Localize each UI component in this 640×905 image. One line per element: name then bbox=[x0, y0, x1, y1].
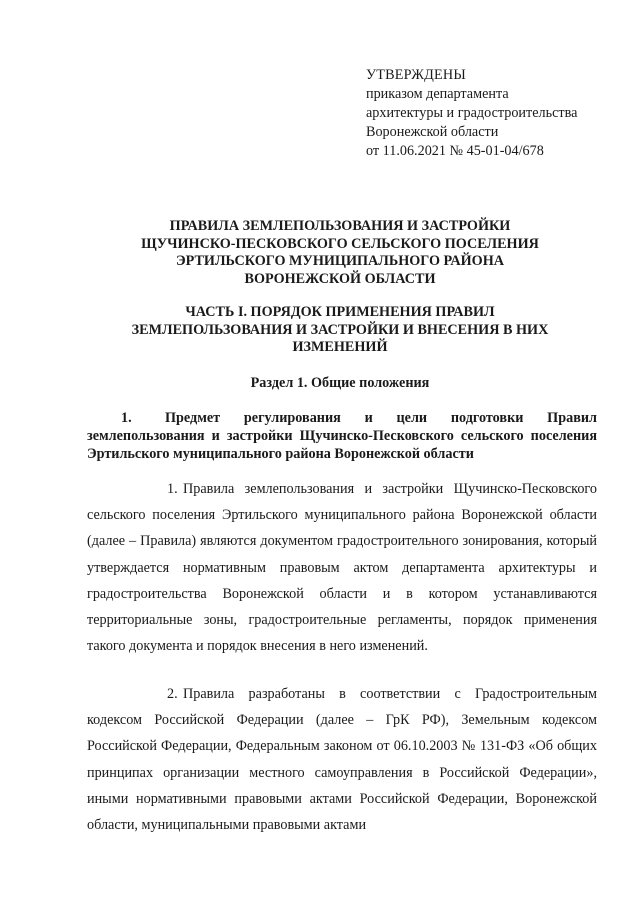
document-title bbox=[70, 218, 610, 288]
article-heading bbox=[87, 409, 597, 463]
title-line: ЭРТИЛЬСКОГО МУНИЦИПАЛЬНОГО РАЙОНА bbox=[176, 253, 504, 269]
paragraph-number: 1. bbox=[167, 481, 178, 497]
part-heading-line: ЧАСТЬ I. ПОРЯДОК ПРИМЕНЕНИЯ ПРАВИЛ bbox=[185, 304, 495, 320]
paragraph-text: Правила землепользования и застройки Щучинско-Песковского сельского поселения Эртильского муниципального района Воронежской области (далее – Правила) являются документом градостроительного зонирования, который утверждается нормативным правовым актом департамента архитектуры и градостроительства Воронежской области и в котором устанавливаются территориальные зоны, градостроительные регламенты, порядок применения такого документа и порядок внесения в него изменений. bbox=[87, 481, 597, 655]
approval-stamp bbox=[366, 66, 577, 161]
title-line: ЩУЧИНСКО-ПЕСКОВСКОГО СЕЛЬСКОГО ПОСЕЛЕНИЯ bbox=[141, 235, 539, 252]
approval-line: приказом департамента bbox=[366, 86, 509, 102]
article-heading-text: Предмет регулирования и цели подготовки Правил землепользования и застройки Щучинско-Песковского сельского поселения Эртильского муниципального района Воронежской области bbox=[87, 410, 597, 462]
paragraph-text: Правила разработаны в соответствии с Градостроительным кодексом Российской Федерации (далее – ГрК РФ), Земельным кодексом Российской Федерации, Федеральным законом от 06.10.2003 № 131-ФЗ «Об общих принципах организации местного самоуправления в Российской Федерации», иными нормативными правовыми актами Российской Федерации, Воронежской области, муниципальными правовыми актами bbox=[87, 686, 597, 834]
approval-order-number: от 11.06.2021 № 45-01-04/678 bbox=[366, 143, 544, 159]
part-heading-line: ИЗМЕНЕНИЙ bbox=[292, 339, 388, 355]
article-number: 1. bbox=[121, 410, 132, 426]
title-line: ВОРОНЕЖСКОЙ ОБЛАСТИ bbox=[244, 270, 436, 287]
paragraph bbox=[87, 681, 597, 838]
part-heading bbox=[70, 304, 610, 357]
paragraph bbox=[87, 476, 597, 659]
approval-line: архитектуры и градостроительства bbox=[366, 105, 578, 121]
paragraph-number: 2. bbox=[167, 686, 178, 702]
part-heading-line: ЗЕМЛЕПОЛЬЗОВАНИЯ И ЗАСТРОЙКИ И ВНЕСЕНИЯ В НИХ bbox=[131, 321, 549, 338]
title-line: ПРАВИЛА ЗЕМЛЕПОЛЬЗОВАНИЯ И ЗАСТРОЙКИ bbox=[169, 218, 511, 234]
approval-heading: УТВЕРЖДЕНЫ bbox=[366, 67, 466, 83]
approval-line: Воронежской области bbox=[366, 124, 499, 140]
section-heading: Раздел 1. Общие положения bbox=[250, 375, 430, 391]
